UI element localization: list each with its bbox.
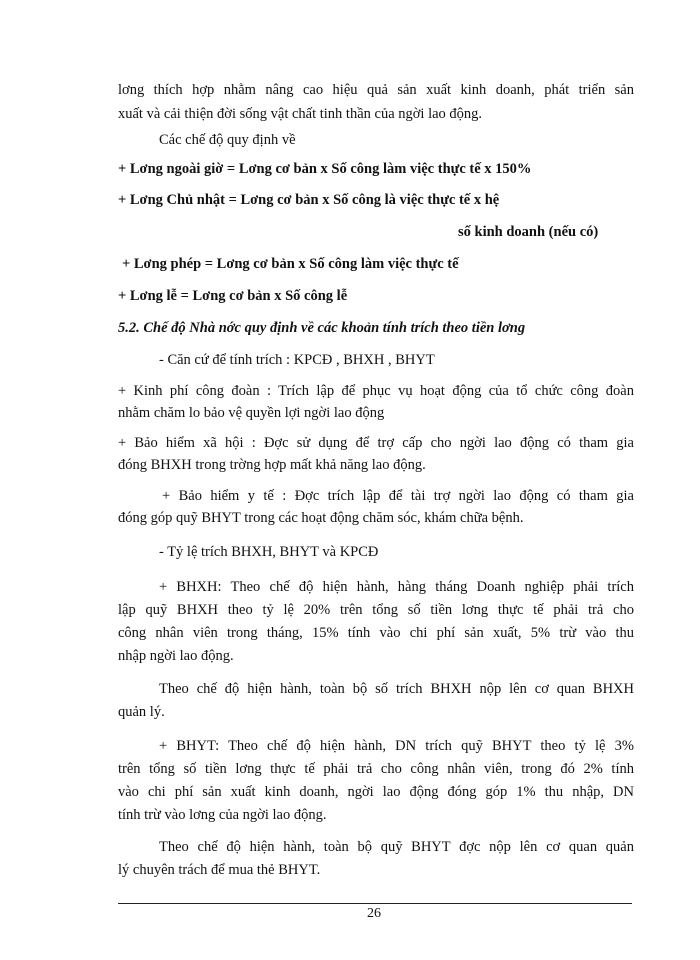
body-line: đóng góp quỹ BHYT trong các hoạt động chăm sóc, khám chữa bệnh. xyxy=(118,510,524,526)
body-line: lập quỹ BHXH theo tỷ lệ 20% trên tổng số tiền lơng thực tế phải trả cho xyxy=(118,602,634,618)
body-line: - Căn cứ để tính trích : KPCĐ , BHXH , BHYT xyxy=(159,352,435,368)
body-line: Theo chế độ hiện hành, toàn bộ quỹ BHYT đợc nộp lên cơ quan quản xyxy=(159,839,634,855)
body-line: - Tỷ lệ trích BHXH, BHYT và KPCĐ xyxy=(159,544,379,560)
body-line: nhập ngời lao động. xyxy=(118,648,234,664)
body-line: + Bảo hiểm y tế : Đợc trích lập để tài trợ ngời lao động có tham gia xyxy=(162,488,634,504)
body-line: + BHXH: Theo chế độ hiện hành, hàng tháng Doanh nghiệp phải trích xyxy=(159,579,634,595)
body-line: xuất và cải thiện đời sống vật chất tinh thần của ngời lao động. xyxy=(118,106,483,122)
formula-line: + Lơng ngoài giờ = Lơng cơ bản x Số công làm việc thực tế x 150% xyxy=(118,161,532,177)
body-line: vào chi phí sản xuất kinh doanh, ngời lao động đóng góp 1% thu nhập, DN xyxy=(118,784,634,800)
body-line: + Kinh phí công đoàn : Trích lập để phục vụ hoạt động của tổ chức công đoàn xyxy=(118,383,634,399)
body-line: quản lý. xyxy=(118,704,165,720)
body-line: Các chế độ quy định về xyxy=(159,132,296,148)
body-line: công nhân viên trong tháng, 15% tính vào chi phí sản xuất, 5% trừ vào thu xyxy=(118,625,634,641)
body-line: trên tổng số tiền lơng thực tế phải trả cho công nhân viên, trong đó 2% tính xyxy=(118,761,634,777)
footer-rule xyxy=(118,903,632,904)
body-line: tính trừ vào lơng của ngời lao động. xyxy=(118,807,327,823)
body-line: đóng BHXH trong trờng hợp mất khả năng lao động. xyxy=(118,457,426,473)
body-line: Theo chế độ hiện hành, toàn bộ số trích BHXH nộp lên cơ quan BHXH xyxy=(159,681,634,697)
section-heading: 5.2. Chế độ Nhà nớc quy định về các khoản tính trích theo tiền lơng xyxy=(118,320,526,336)
page-number: 26 xyxy=(367,906,381,921)
body-line: + BHYT: Theo chế độ hiện hành, DN trích quỹ BHYT theo tỷ lệ 3% xyxy=(159,738,634,754)
formula-line: + Lơng Chủ nhật = Lơng cơ bản x Số công là việc thực tế x hệ xyxy=(118,192,500,208)
body-line: + Bảo hiểm xã hội : Đợc sử dụng để trợ cấp cho ngời lao động có tham gia xyxy=(118,435,634,451)
body-line: lơng thích hợp nhằm nâng cao hiệu quả sản xuất kinh doanh, phát triển sản xyxy=(118,82,634,98)
body-line: lý chuyên trách để mua thẻ BHYT. xyxy=(118,862,321,878)
formula-line: số kinh doanh (nếu có) xyxy=(458,224,599,240)
body-line: nhằm chăm lo bảo vệ quyền lợi ngời lao động xyxy=(118,405,385,421)
formula-line: + Lơng phép = Lơng cơ bản x Số công làm việc thực tế xyxy=(122,256,459,272)
formula-line: + Lơng lễ = Lơng cơ bản x Số công lễ xyxy=(118,288,348,304)
